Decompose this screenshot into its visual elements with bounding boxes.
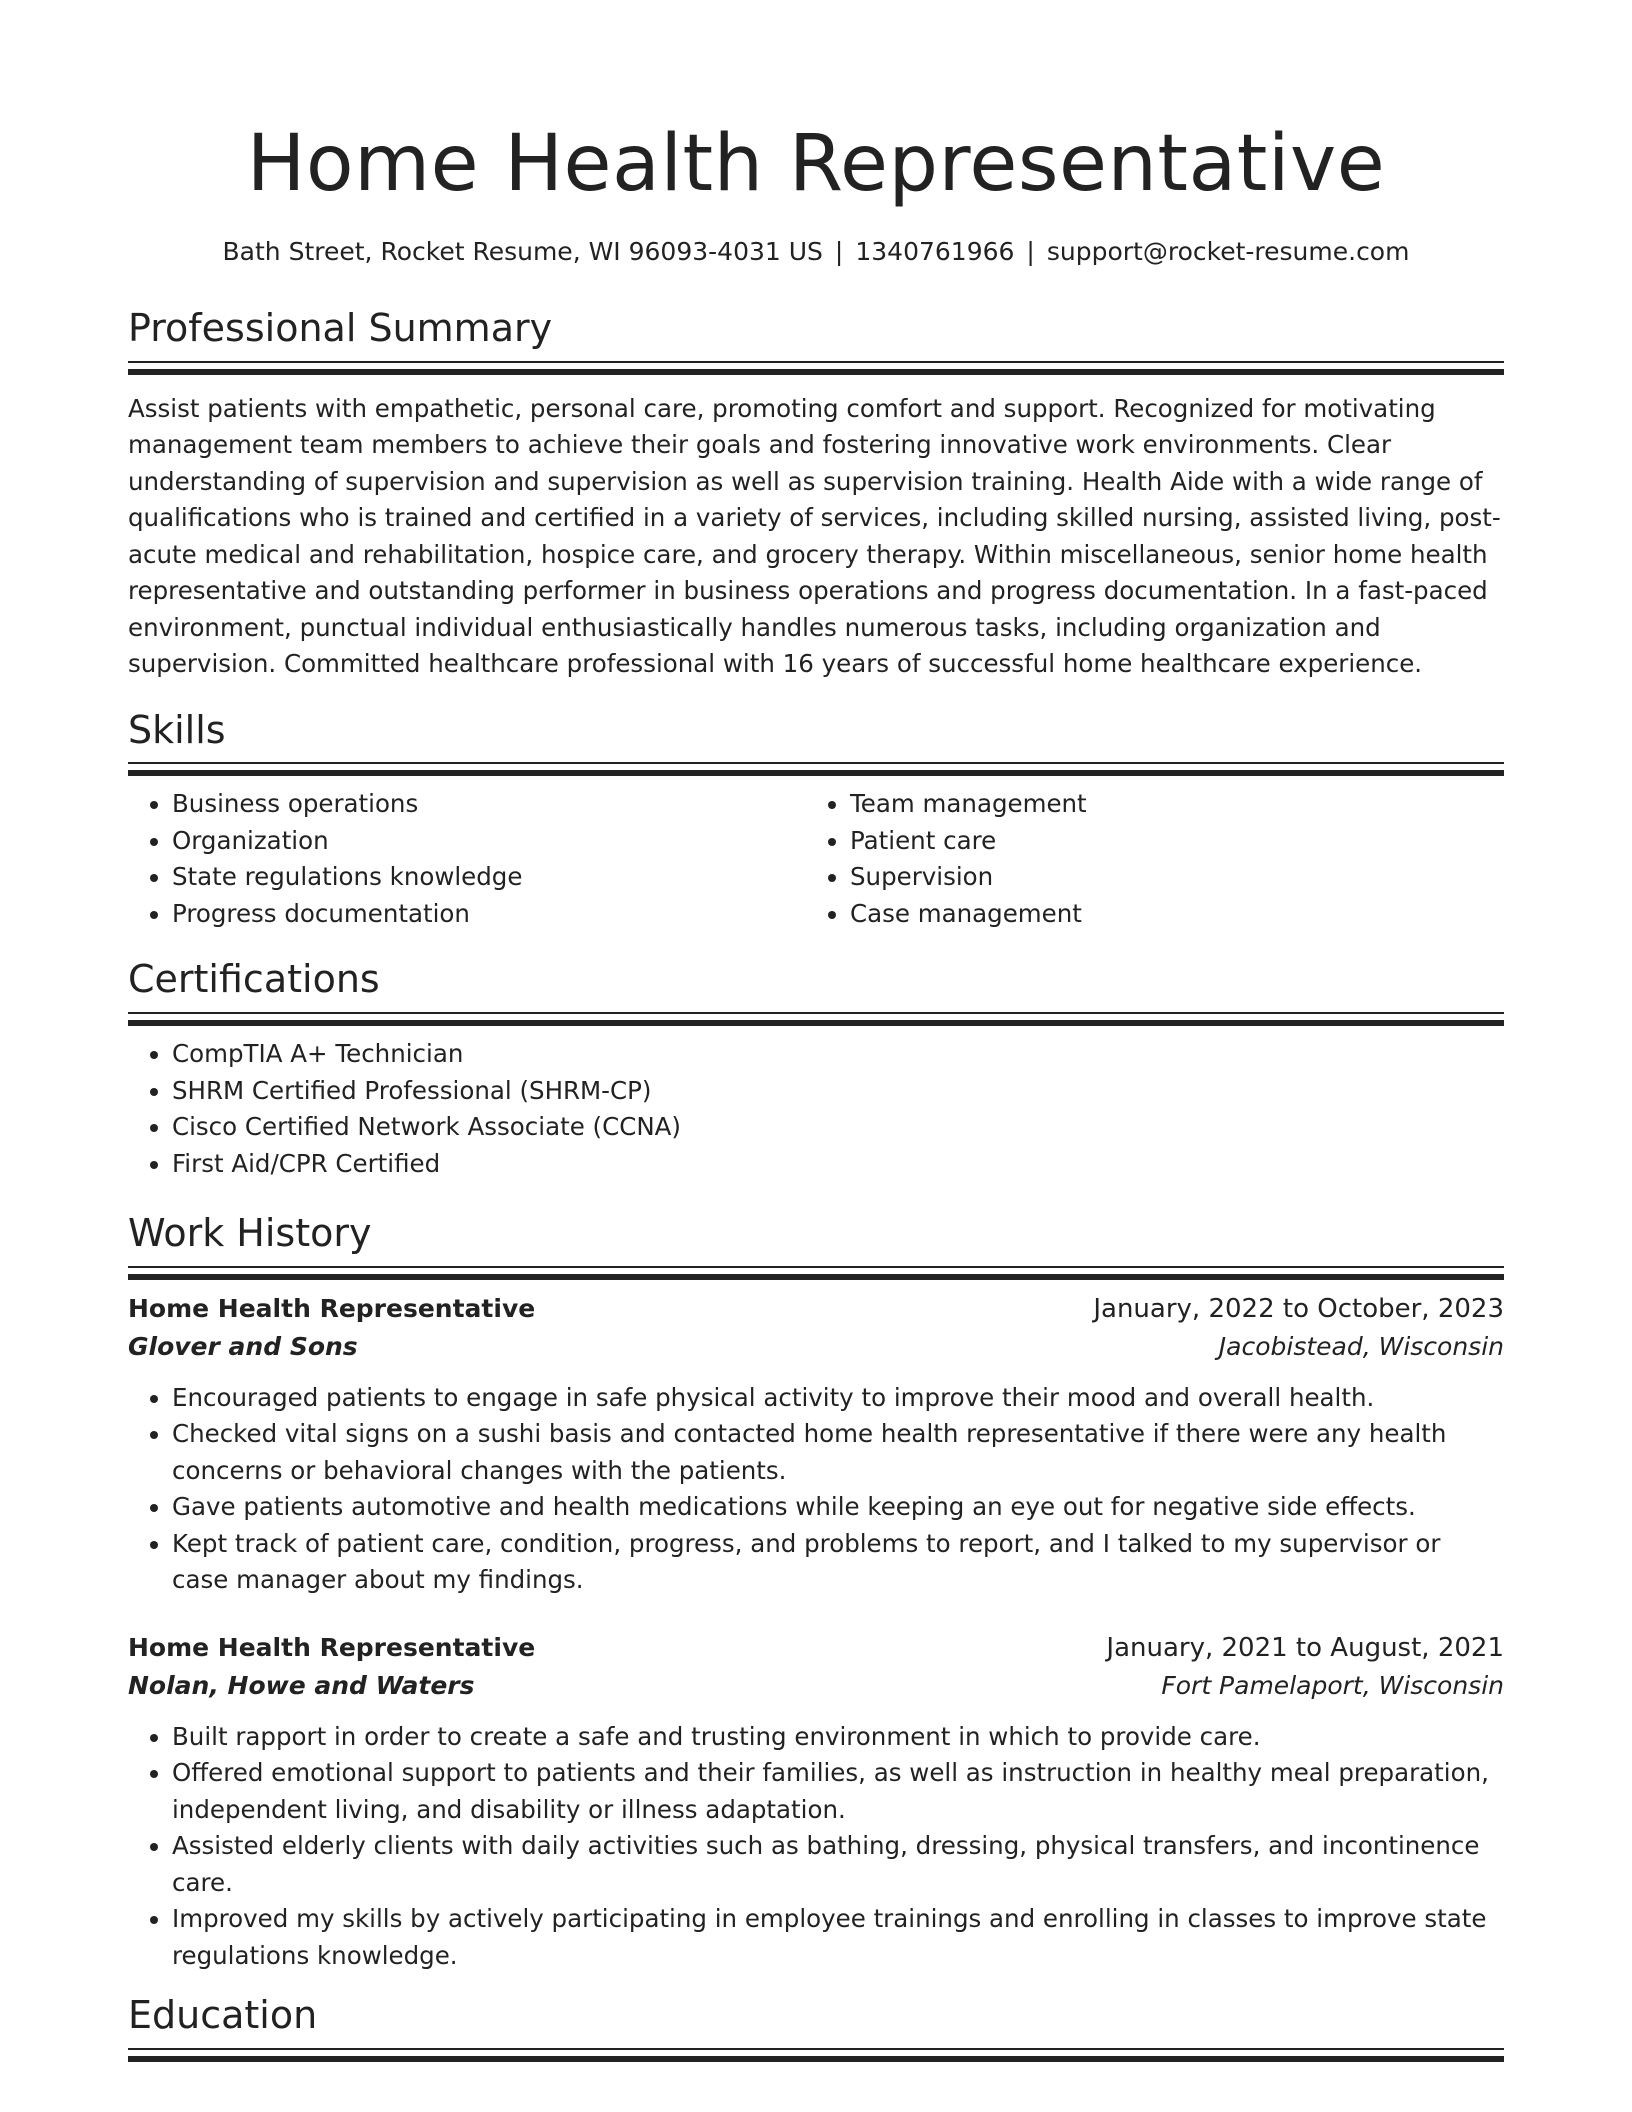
skills-grid: [128, 786, 1504, 932]
contact-line: [128, 237, 1504, 267]
section-title-work-history: Work History: [128, 1211, 372, 1256]
job-bullet: • Gave patients automotive and health medications while keeping an eye out for negative side effects.: [172, 1489, 1504, 1526]
job-title: Home Health Representative: [128, 1632, 536, 1662]
job-header: [128, 1629, 1504, 1667]
skill-item: • Organization: [172, 823, 806, 860]
resume-name: Home Health Representative: [246, 119, 1386, 209]
certifications-section: [128, 958, 1504, 1182]
job-bullet: • Kept track of patient care, condition, progress, and problems to report, and I talked to my supervisor or case manager about my findings.: [172, 1526, 1504, 1599]
contact-separator: |: [834, 237, 844, 266]
section-title-skills: Skills: [128, 707, 226, 752]
job-bullet: • Checked vital signs on a sushi basis and contacted home health representative if there were any health concerns or behavioral changes with the patients.: [172, 1416, 1504, 1489]
skill-item: • Supervision: [850, 859, 1484, 896]
skill-item: • Case management: [850, 896, 1484, 933]
skill-item: • Business operations: [172, 786, 806, 823]
job-subheader: [128, 1328, 1504, 1366]
certification-item: • First Aid/CPR Certified: [172, 1146, 1504, 1183]
job-company: Nolan, Howe and Waters: [128, 1670, 475, 1700]
summary-text: Assist patients with empathetic, personal care, promoting comfort and support. Recognized for motivating management team members to achieve their goals and fostering innovative work environments. Clear understanding of supervision and supervision as well as supervision training. Health Aide with a wide range of qualifications who is trained and certified in a variety of services, including skilled nursing, assisted living, post-acute medical and rehabilitation, hospice care, and grocery therapy. Within miscellaneous, senior home health representative and outstanding performer in business operations and progress documentation. In a fast-paced environment, punctual individual enthusiastically handles numerous tasks, including organization and supervision. Committed healthcare professional with 16 years of successful home healthcare experience.: [128, 393, 1501, 679]
job-bullet: • Built rapport in order to create a safe and trusting environment in which to provide care.: [172, 1719, 1504, 1756]
section-title-education: Education: [128, 1993, 318, 2038]
section-title-certifications: Certifications: [128, 957, 380, 1002]
job-bullet: • Improved my skills by actively participating in employee trainings and enrolling in classes to improve state regulations knowledge.: [172, 1901, 1504, 1974]
job-bullets: [128, 1719, 1504, 1975]
resume-page: [128, 110, 1504, 2058]
section-divider: [128, 1012, 1504, 1022]
work-history-section: [128, 1212, 1504, 1974]
section-divider: [128, 1266, 1504, 1276]
job-location: Fort Pamelaport, Wisconsin: [1161, 1670, 1504, 1700]
contact-separator: |: [1026, 237, 1035, 266]
section-divider: [128, 762, 1504, 772]
job-bullet: • Encouraged patients to engage in safe physical activity to improve their mood and overall health.: [172, 1380, 1504, 1417]
section-divider: [128, 361, 1504, 371]
contact-address: Bath Street, Rocket Resume, WI 96093-4031 US: [222, 237, 823, 266]
job-bullets: [128, 1380, 1504, 1599]
contact-email[interactable]: support@rocket-resume.com: [1046, 237, 1410, 266]
job-bullet: • Assisted elderly clients with daily activities such as bathing, dressing, physical transfers, and incontinence care.: [172, 1828, 1504, 1901]
summary-section: [128, 307, 1504, 683]
skill-item: • State regulations knowledge: [172, 859, 806, 896]
contact-phone: 1340761966: [855, 237, 1015, 266]
section-title-summary: Professional Summary: [128, 306, 553, 350]
job-header: [128, 1290, 1504, 1328]
education-section: [128, 1994, 1504, 2058]
job-location: Jacobistead, Wisconsin: [1218, 1331, 1504, 1361]
certification-item: • Cisco Certified Network Associate (CCNA): [172, 1109, 1504, 1146]
job-subheader: [128, 1667, 1504, 1705]
skill-item: • Progress documentation: [172, 896, 806, 933]
certifications-list: [128, 1036, 1504, 1182]
job-title: Home Health Representative: [128, 1293, 536, 1323]
job-dates: January, 2022 to October, 2023: [1093, 1293, 1504, 1324]
skill-item: • Patient care: [850, 823, 1484, 860]
job-company: Glover and Sons: [128, 1331, 358, 1361]
job-dates: January, 2021 to August, 2021: [1106, 1632, 1504, 1663]
certification-item: • SHRM Certified Professional (SHRM-CP): [172, 1073, 1504, 1110]
job-bullet: • Offered emotional support to patients and their families, as well as instruction in healthy meal preparation, independent living, and disability or illness adaptation.: [172, 1755, 1504, 1828]
skill-item: • Team management: [850, 786, 1484, 823]
skills-column-right: [806, 786, 1484, 932]
certification-item: • CompTIA A+ Technician: [172, 1036, 1504, 1073]
job-entry: [128, 1290, 1504, 1599]
job-entry: [128, 1629, 1504, 1975]
skills-section: [128, 709, 1504, 933]
section-divider: [128, 2048, 1504, 2058]
skills-column-left: [128, 786, 806, 932]
